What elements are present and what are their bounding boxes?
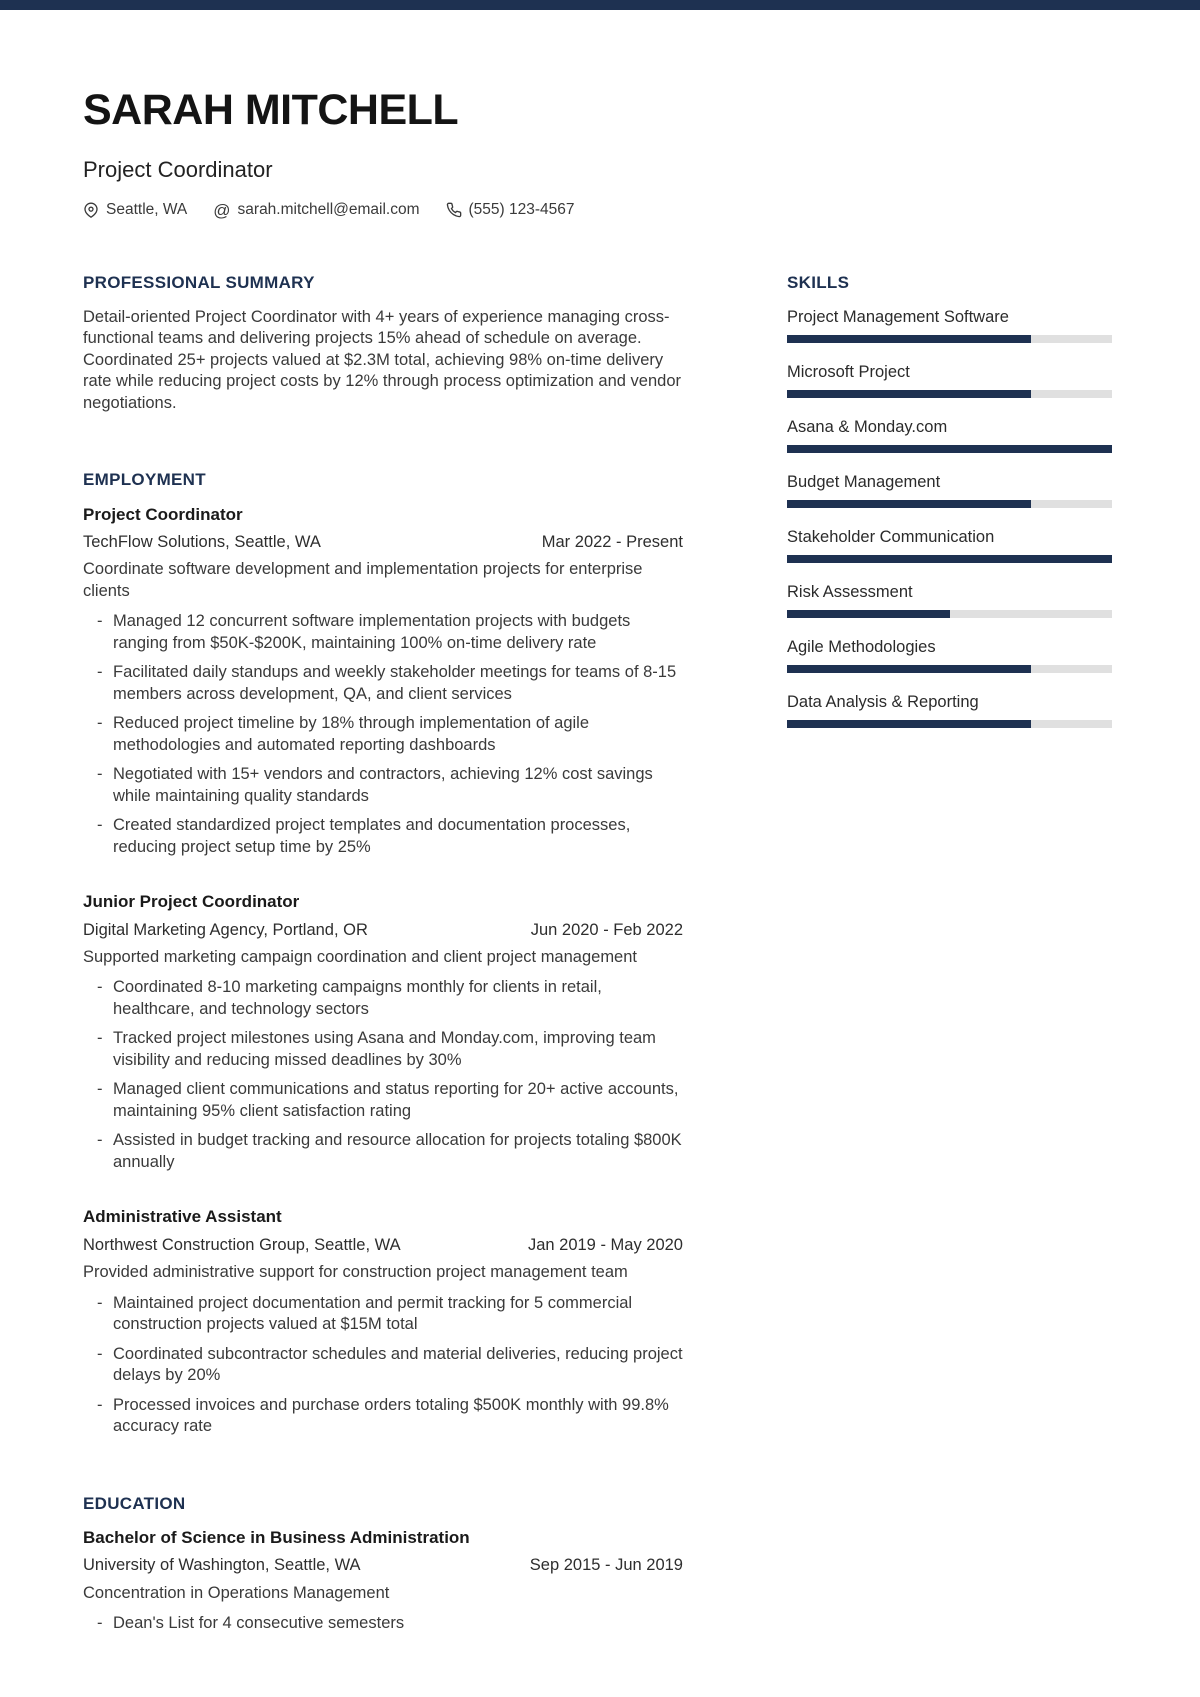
bullet-text: Processed invoices and purchase orders totaling $500K monthly with 99.8% accuracy rate <box>113 1395 669 1436</box>
bullet-item <box>83 1293 683 1336</box>
skill-bar-track <box>787 555 1112 563</box>
skill-bar-fill <box>787 555 1112 563</box>
skill-label: Budget Management <box>787 472 941 491</box>
skill-label: Data Analysis & Reporting <box>787 692 979 711</box>
contact-row <box>83 201 1112 219</box>
skill-item <box>787 307 1112 343</box>
skill-bar-fill <box>787 390 1031 398</box>
skill-bar-track <box>787 390 1112 398</box>
bullet-dash: - <box>97 1344 103 1363</box>
bullet-dash: - <box>97 1029 103 1048</box>
school-name: University of Washington, Seattle, WA <box>83 1556 361 1575</box>
education-section <box>83 1494 683 1635</box>
bullet-text: Dean's List for 4 consecutive semesters <box>113 1614 405 1633</box>
bullet-text: Negotiated with 15+ vendors and contractors, achieving 12% cost savings while maintaining quality standards <box>113 765 653 805</box>
bullet-dash: - <box>97 765 103 784</box>
skill-item <box>787 362 1112 398</box>
company-name: TechFlow Solutions, Seattle, WA <box>83 532 321 551</box>
phone-icon <box>446 202 462 218</box>
bullet-item <box>83 1130 683 1173</box>
bullet-item <box>83 815 683 858</box>
summary-heading: PROFESSIONAL SUMMARY <box>83 273 315 293</box>
bullet-text: Reduced project timeline by 18% through implementation of agile methodologies and automated reporting dashboards <box>113 714 590 754</box>
bullet-dash: - <box>97 1293 103 1312</box>
skill-label: Asana & Monday.com <box>787 417 948 436</box>
bullet-text: Maintained project documentation and permit tracking for 5 commercial construction projects valued at $15M total <box>113 1293 633 1334</box>
job-dates: Jun 2020 - Feb 2022 <box>530 920 683 939</box>
employment-heading: EMPLOYMENT <box>83 470 206 490</box>
bullet-dash: - <box>97 612 103 631</box>
bullet-dash: - <box>97 816 103 835</box>
bullet-item <box>83 977 683 1020</box>
top-accent-bar <box>0 0 1200 10</box>
job-title: Project Coordinator <box>83 504 243 524</box>
contact-email-text: sarah.mitchell@email.com <box>237 201 420 219</box>
job-bullet-list <box>83 611 683 858</box>
contact-phone <box>446 201 575 219</box>
education-entry <box>83 1527 683 1635</box>
bullet-dash: - <box>97 714 103 733</box>
bullet-item <box>83 1613 683 1635</box>
skill-item <box>787 527 1112 563</box>
resume-columns <box>83 273 1112 1634</box>
skill-item <box>787 472 1112 508</box>
bullet-item <box>83 1028 683 1071</box>
skill-bar-track <box>787 500 1112 508</box>
bullet-text: Tracked project milestones using Asana and Monday.com, improving team visibility and reducing missed deadlines by 30% <box>113 1029 656 1069</box>
bullet-item <box>83 713 683 756</box>
bullet-text: Facilitated daily standups and weekly stakeholder meetings for teams of 8-15 members across development, QA, and client services <box>113 663 677 703</box>
person-name: SARAH MITCHELL <box>83 86 459 134</box>
skill-bar-track <box>787 335 1112 343</box>
job-meta-row <box>83 1235 683 1256</box>
job-description: Coordinate software development and implementation projects for enterprise clients <box>83 560 643 600</box>
skill-label: Stakeholder Communication <box>787 527 995 546</box>
job-meta-row <box>83 532 683 553</box>
skill-item <box>787 692 1112 728</box>
skill-bar-fill <box>787 445 1112 453</box>
bullet-item <box>83 611 683 654</box>
skill-label: Agile Methodologies <box>787 637 936 656</box>
bullet-text: Managed 12 concurrent software implementation projects with budgets ranging from $50K-$200K, maintaining 100% on-time delivery rate <box>113 612 631 652</box>
job-entry <box>83 891 683 1173</box>
skill-bar-track <box>787 665 1112 673</box>
job-meta-row <box>83 920 683 941</box>
job-bullet-list <box>83 977 683 1173</box>
bullet-text: Managed client communications and status reporting for 20+ active accounts, maintaining 95% client satisfaction rating <box>113 1080 679 1120</box>
contact-email <box>213 201 419 219</box>
job-dates: Mar 2022 - Present <box>541 532 683 551</box>
at-sign-icon: @ <box>213 200 231 220</box>
bullet-dash: - <box>97 1131 103 1150</box>
bullet-text: Created standardized project templates and documentation processes, reducing project setup time by 25% <box>113 816 631 856</box>
job-dates: Jan 2019 - May 2020 <box>527 1235 683 1254</box>
skill-bar-track <box>787 445 1112 453</box>
education-dates: Sep 2015 - Jun 2019 <box>529 1556 683 1575</box>
skill-bar-fill <box>787 665 1031 673</box>
location-pin-icon <box>83 202 99 219</box>
skill-label: Microsoft Project <box>787 362 910 381</box>
company-name: Northwest Construction Group, Seattle, WA <box>83 1235 401 1254</box>
skill-label: Risk Assessment <box>787 582 913 601</box>
company-name: Digital Marketing Agency, Portland, OR <box>83 920 368 939</box>
skills-section <box>787 273 1112 727</box>
skills-heading: SKILLS <box>787 273 850 293</box>
skill-bar-track <box>787 720 1112 728</box>
skill-item <box>787 417 1112 453</box>
job-bullet-list <box>83 1293 683 1438</box>
employment-section <box>83 470 683 1437</box>
skill-bar-fill <box>787 335 1031 343</box>
skill-bar-fill <box>787 500 1031 508</box>
contact-location-text: Seattle, WA <box>106 201 188 219</box>
job-entry <box>83 1206 683 1437</box>
resume-page <box>0 10 1200 1635</box>
education-meta-row <box>83 1555 683 1576</box>
job-title: Administrative Assistant <box>83 1207 282 1227</box>
bullet-dash: - <box>97 1395 103 1414</box>
contact-location <box>83 201 187 219</box>
job-entry <box>83 504 683 859</box>
degree-title: Bachelor of Science in Business Administration <box>83 1528 470 1548</box>
skill-bar-fill <box>787 610 950 618</box>
bullet-dash: - <box>97 978 103 997</box>
skill-item <box>787 582 1112 618</box>
bullet-item <box>83 1395 683 1438</box>
skill-item <box>787 637 1112 673</box>
summary-text: Detail-oriented Project Coordinator with 4+ years of experience managing cross-functional teams and delivering projects 15% ahead of schedule on average. Coordinated 25+ projects valued at $2.3M total, achieving 98% on-time delivery rate while reducing project costs by 12% through process optimization and vendor negotiations. <box>83 307 681 412</box>
job-title: Junior Project Coordinator <box>83 892 300 912</box>
bullet-item <box>83 662 683 705</box>
bullet-text: Coordinated 8-10 marketing campaigns monthly for clients in retail, healthcare, and technology sectors <box>113 978 602 1018</box>
skill-label: Project Management Software <box>787 307 1009 326</box>
resume-header <box>83 88 1112 219</box>
bullet-dash: - <box>97 1614 103 1633</box>
bullet-item <box>83 764 683 807</box>
skill-bar-track <box>787 610 1112 618</box>
skill-bar-fill <box>787 720 1031 728</box>
summary-section <box>83 273 683 414</box>
left-column <box>83 273 683 1634</box>
bullet-text: Assisted in budget tracking and resource allocation for projects totaling $800K annually <box>113 1131 682 1171</box>
education-bullet-list <box>83 1613 683 1635</box>
education-detail: Concentration in Operations Management <box>83 1583 390 1602</box>
bullet-dash: - <box>97 1080 103 1099</box>
contact-phone-text: (555) 123-4567 <box>468 201 575 219</box>
job-list <box>83 504 683 1438</box>
bullet-dash: - <box>97 663 103 682</box>
bullet-item <box>83 1344 683 1387</box>
bullet-item <box>83 1079 683 1122</box>
education-heading: EDUCATION <box>83 1493 186 1513</box>
right-column <box>787 273 1112 1634</box>
bullet-text: Coordinated subcontractor schedules and material deliveries, reducing project delays by 20% <box>113 1344 683 1385</box>
person-title: Project Coordinator <box>83 157 273 183</box>
job-description: Supported marketing campaign coordination and client project management <box>83 947 637 966</box>
skill-list <box>787 307 1112 728</box>
job-description: Provided administrative support for construction project management team <box>83 1263 628 1282</box>
